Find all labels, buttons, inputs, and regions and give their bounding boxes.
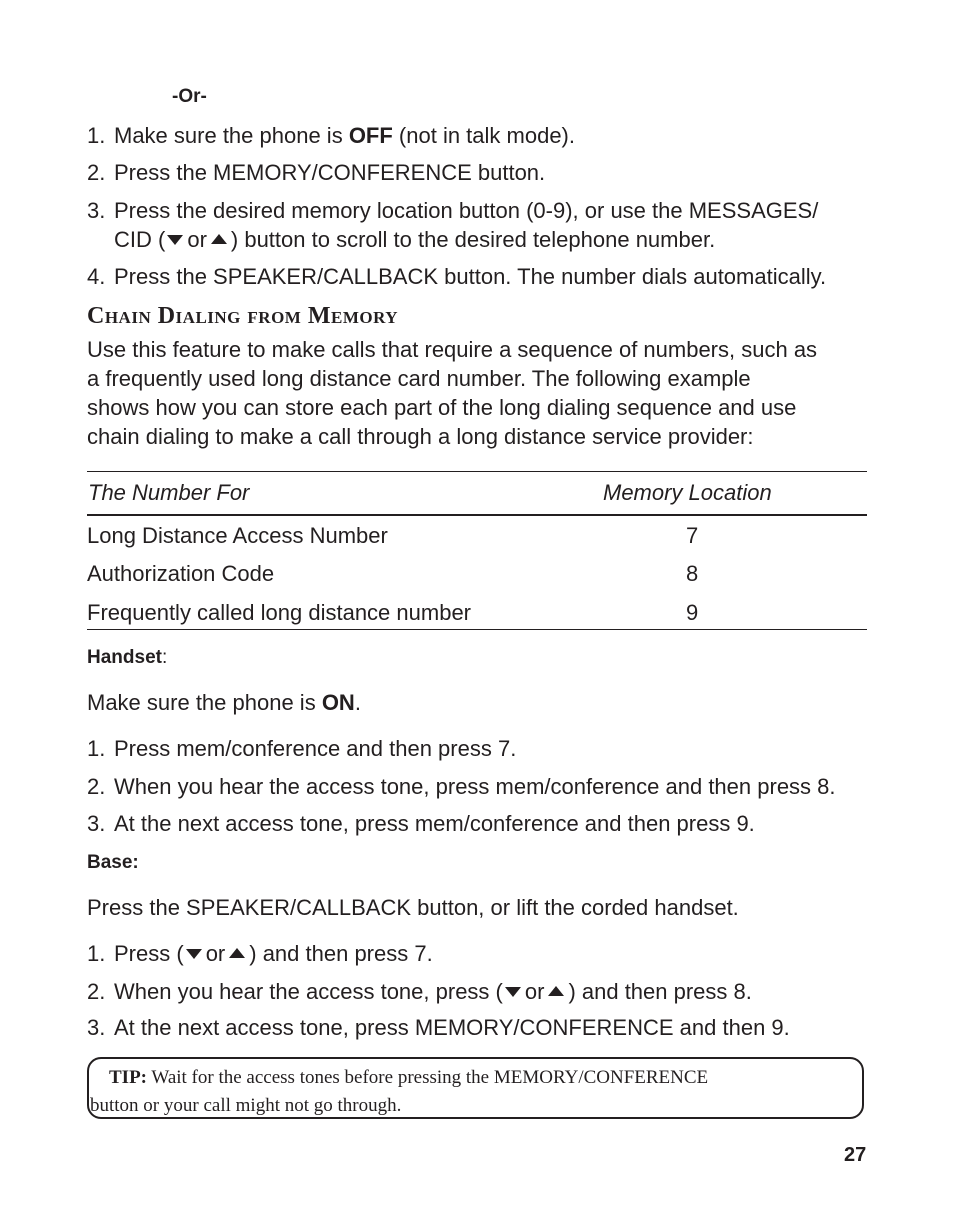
step-3 <box>87 196 818 225</box>
down-triangle-icon <box>167 235 183 245</box>
table-row-label: Authorization Code <box>87 561 275 586</box>
down-triangle-icon <box>186 949 202 959</box>
up-triangle-icon <box>229 948 245 958</box>
table-row-location: 8 <box>686 561 699 586</box>
handset-heading <box>87 643 167 672</box>
section-title: Chain Dialing from Memory <box>87 303 399 329</box>
step-text: Press mem/conference and then press 7. <box>114 736 517 761</box>
table-top-rule <box>87 471 867 472</box>
step-text: Press the MEMORY/CONFERENCE button. <box>114 160 546 185</box>
down-triangle-icon <box>505 987 521 997</box>
step-3-continued <box>114 225 715 254</box>
note-text: . <box>354 690 361 715</box>
step-text: Press the SPEAKER/CALLBACK button. The number dials automatically. <box>114 264 827 289</box>
off-emphasis: OFF <box>348 123 393 148</box>
step-text: When you hear the access tone, press ( <box>114 979 503 1004</box>
step-number: 3. <box>87 198 106 223</box>
table-row-location: 9 <box>686 600 699 625</box>
base-step-3 <box>87 1013 790 1042</box>
step-2 <box>87 158 545 187</box>
step-number: 2. <box>87 774 106 799</box>
or-text: or <box>187 227 207 252</box>
step-number: 3. <box>87 1015 106 1040</box>
step-number: 2. <box>87 160 106 185</box>
table-row-label: Long Distance Access Number <box>87 523 388 548</box>
table-row-label: Frequently called long distance number <box>87 600 472 625</box>
step-text: ) and then press 8. <box>568 979 752 1004</box>
note-text: Make sure the phone is <box>87 690 322 715</box>
base-step-2 <box>87 977 752 1006</box>
table-bottom-rule <box>87 629 867 630</box>
step-text: ) button to scroll to the desired telephone number. <box>230 227 716 252</box>
base-step-1 <box>87 939 433 968</box>
or-label: -Or- <box>172 86 207 107</box>
handset-step-2 <box>87 772 836 801</box>
step-number: 4. <box>87 264 106 289</box>
step-text: When you hear the access tone, press mem/conference and then press 8. <box>114 774 836 799</box>
step-number: 1. <box>87 736 106 761</box>
table-header-number-for: The Number For <box>88 480 250 505</box>
step-text: At the next access tone, press MEMORY/CONFERENCE and then 9. <box>114 1015 790 1040</box>
handset-note <box>87 688 361 717</box>
handset-step-1 <box>87 734 516 763</box>
step-text: Press the desired memory location button (0-9), or use the MESSAGES/ <box>114 198 819 223</box>
step-text: Make sure the phone is <box>114 123 349 148</box>
step-number: 1. <box>87 123 106 148</box>
or-text: or <box>524 979 545 1004</box>
tip-line-2: button or your call might not go through. <box>90 1095 402 1116</box>
table-header-memory-location: Memory Location <box>603 480 772 505</box>
step-text: At the next access tone, press mem/conference and then press 9. <box>114 811 755 836</box>
up-triangle-icon <box>548 986 564 996</box>
intro-line: shows how you can store each part of the long dialing sequence and use <box>87 395 797 420</box>
intro-line: Use this feature to make calls that require a sequence of numbers, such as <box>87 337 818 362</box>
step-text: (not in talk mode). <box>392 123 575 148</box>
tip-text: Wait for the access tones before pressing the MEMORY/CONFERENCE <box>147 1067 709 1088</box>
tip-line-1 <box>109 1064 842 1092</box>
intro-line: chain dialing to make a call through a long distance service provider: <box>87 424 754 449</box>
step-number: 2. <box>87 979 106 1004</box>
handset-heading-text: Handset <box>87 647 162 668</box>
or-text: or <box>205 941 226 966</box>
base-note: Press the SPEAKER/CALLBACK button, or lift the corded handset. <box>87 895 739 920</box>
step-4 <box>87 262 826 291</box>
step-text: CID ( <box>114 227 166 252</box>
step-text: Press ( <box>114 941 184 966</box>
step-number: 1. <box>87 941 106 966</box>
step-text: ) and then press 7. <box>249 941 433 966</box>
handset-heading-colon: : <box>161 647 168 668</box>
page-number: 27 <box>844 1144 867 1166</box>
tip-box <box>87 1057 864 1119</box>
table-row-location: 7 <box>686 523 699 548</box>
tip-label: TIP: <box>109 1067 147 1088</box>
base-heading: Base: <box>87 852 139 873</box>
on-emphasis: ON <box>321 690 355 715</box>
up-triangle-icon <box>211 234 227 244</box>
step-number: 3. <box>87 811 106 836</box>
intro-line: a frequently used long distance card number. The following example <box>87 366 751 391</box>
step-1 <box>87 121 575 150</box>
table-header-rule <box>87 514 867 516</box>
handset-step-3 <box>87 809 755 838</box>
